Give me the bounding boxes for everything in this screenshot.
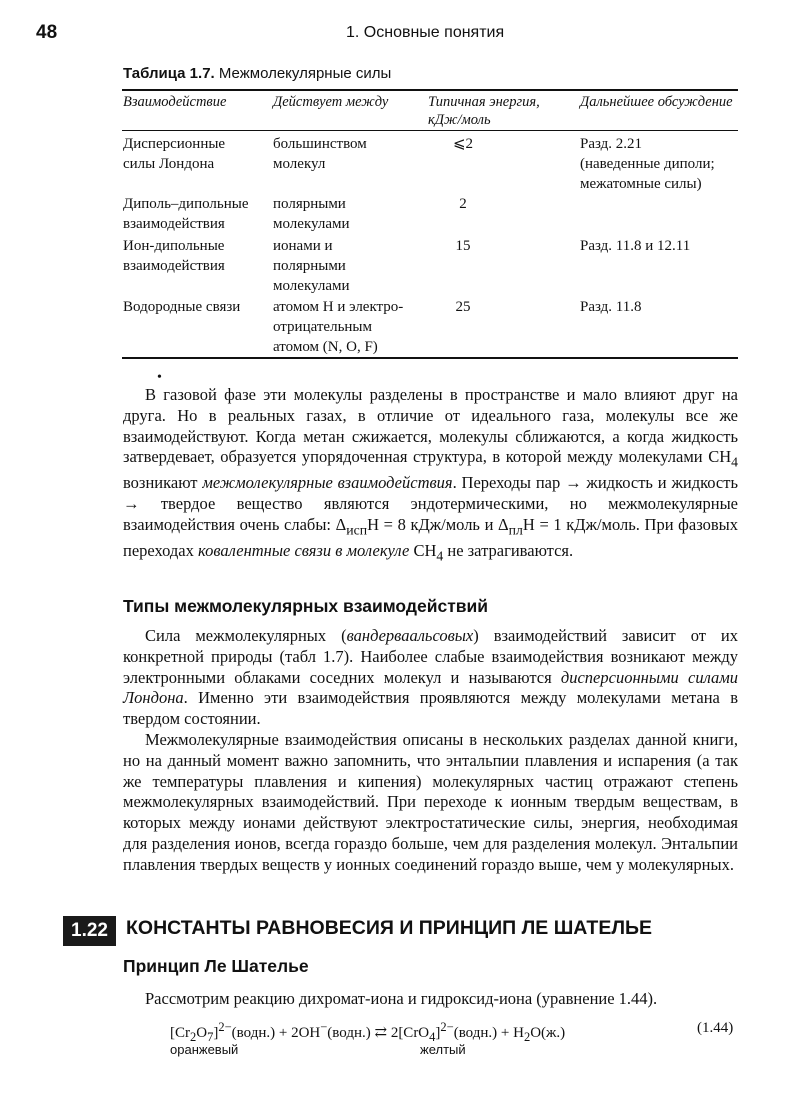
equation-number: (1.44) — [697, 1020, 734, 1036]
table-caption-label: Таблица 1.7. — [123, 65, 215, 82]
table-caption-text: Межмолекулярные силы — [218, 65, 392, 82]
paragraph-intro: Рассмотрим реакцию дихромат-иона и гидроксид-иона (уравнение 1.44). — [145, 989, 658, 1008]
table-header-interaction: Взаимодействие — [123, 94, 227, 110]
bullet-dot: • — [157, 370, 162, 385]
table-cell-energy: 15 — [455, 238, 471, 254]
table-cell-discussion: Разд. 2.21 (наведенные диполи; межатомные силы) — [580, 136, 715, 192]
table-caption — [123, 65, 391, 82]
paragraph-van-der-waals: Сила межмолекулярных (вандерваальсовых) взаимодействий зависит от их конкретной природы (табл 1.7). Наиболее слабые взаимодействия возникают между электронными облаками соседних молекул и называются дисперсионными силами Лондона. Именно эти взаимодействия проявляются между молекулами метана в твердом состоянии. — [123, 626, 738, 729]
table-header-discussion: Дальнейшее обсуждение — [580, 94, 733, 110]
table-cell-discussion: Разд. 11.8 — [580, 299, 642, 315]
table-cell-energy: ⩽2 — [452, 136, 474, 152]
section-number-badge: 1.22 — [63, 916, 116, 946]
table-cell-between: полярными молекулами — [273, 196, 350, 232]
running-head: 1. Основные понятия — [346, 24, 505, 41]
paragraph-enthalpies: Межмолекулярные взаимодействия описаны в нескольких разделах данной книги, но на данный момент важно запомнить, что энтальпии плавления и испарения (а так же температуры плавления и кипения) молекулярных частиц отражают степень межмолекулярных взаимодействий. При переходе к ионным твердым веществам, в которых между ионами действуют электростатические силы, энергия, необходимая для разделения ионов, всегда гораздо больше, чем для разделения молекул. Энтальпии плавления твердых веществ у ионных соединений гораздо выше, чем у молекулярных. — [123, 730, 738, 874]
section-title: КОНСТАНТЫ РАВНОВЕСИЯ И ПРИНЦИП ЛЕ ШАТЕЛЬЕ — [126, 917, 653, 939]
table-cell-interaction: Водородные связи — [123, 299, 241, 315]
table-top-rule — [122, 89, 738, 91]
paragraph-gas-phase: В газовой фазе эти молекулы разделены в пространстве и мало влияют друг на друга. Но в реальных газах, в отличие от идеального газа, молекулы все же взаимодействуют. Когда метан сжижается, молекулы сближаются, а когда жидкость затвердевает, образуется упорядоченная структура, в которой между молекулами $CH_4$ возникают межмолекулярные взаимодействия. Переходы пар → жидкость и жидкость → твердое вещество являются эндотермическими, но межмолекулярные взаимодействия очень слабы: $\Delta_{исп}H = 8$ кДж/моль и $\Delta_{пл}H = 1$ кДж/моль. При фазовых переходах ковалентные связи в молекуле $CH_4$ не затрагиваются. — [123, 385, 738, 564]
table-header-between: Действует между — [273, 94, 389, 110]
table-cell-energy: 2 — [459, 196, 467, 212]
section-subtitle: Принцип Ле Шателье — [123, 956, 309, 976]
table-bottom-rule — [122, 357, 738, 359]
table-cell-between: атомом H и электро- отрицательным атомом (N, O, F) — [273, 299, 404, 355]
subheading-intermolecular-types: Типы межмолекулярных взаимодействий — [123, 596, 489, 616]
page-number: 48 — [36, 22, 58, 43]
label-orange: оранжевый — [170, 1042, 239, 1057]
table-cell-energy: 25 — [455, 299, 471, 315]
label-yellow: желтый — [420, 1042, 466, 1057]
table-cell-interaction: Дисперсионные силы Лондона — [123, 136, 226, 172]
table-header-energy: Типичная энергия, кДж/моль — [428, 94, 540, 128]
table-cell-discussion: Разд. 11.8 и 12.11 — [580, 238, 691, 254]
table-cell-interaction: Диполь–дипольные взаимодействия — [123, 196, 249, 232]
table-header-rule — [122, 130, 738, 131]
table-cell-between: ионами и полярными молекулами — [273, 238, 350, 294]
table-cell-between: большинством молекул — [273, 136, 367, 172]
equation-1-44: $[Cr_2O_7]^{2-}(водн.)$ + 2OH−(водн.) ⇄ $2[CrO_4]^{2-}(водн.) + H_2O(ж.)$ — [170, 1020, 566, 1044]
table-cell-interaction: Ион-дипольные взаимодействия — [123, 238, 225, 274]
